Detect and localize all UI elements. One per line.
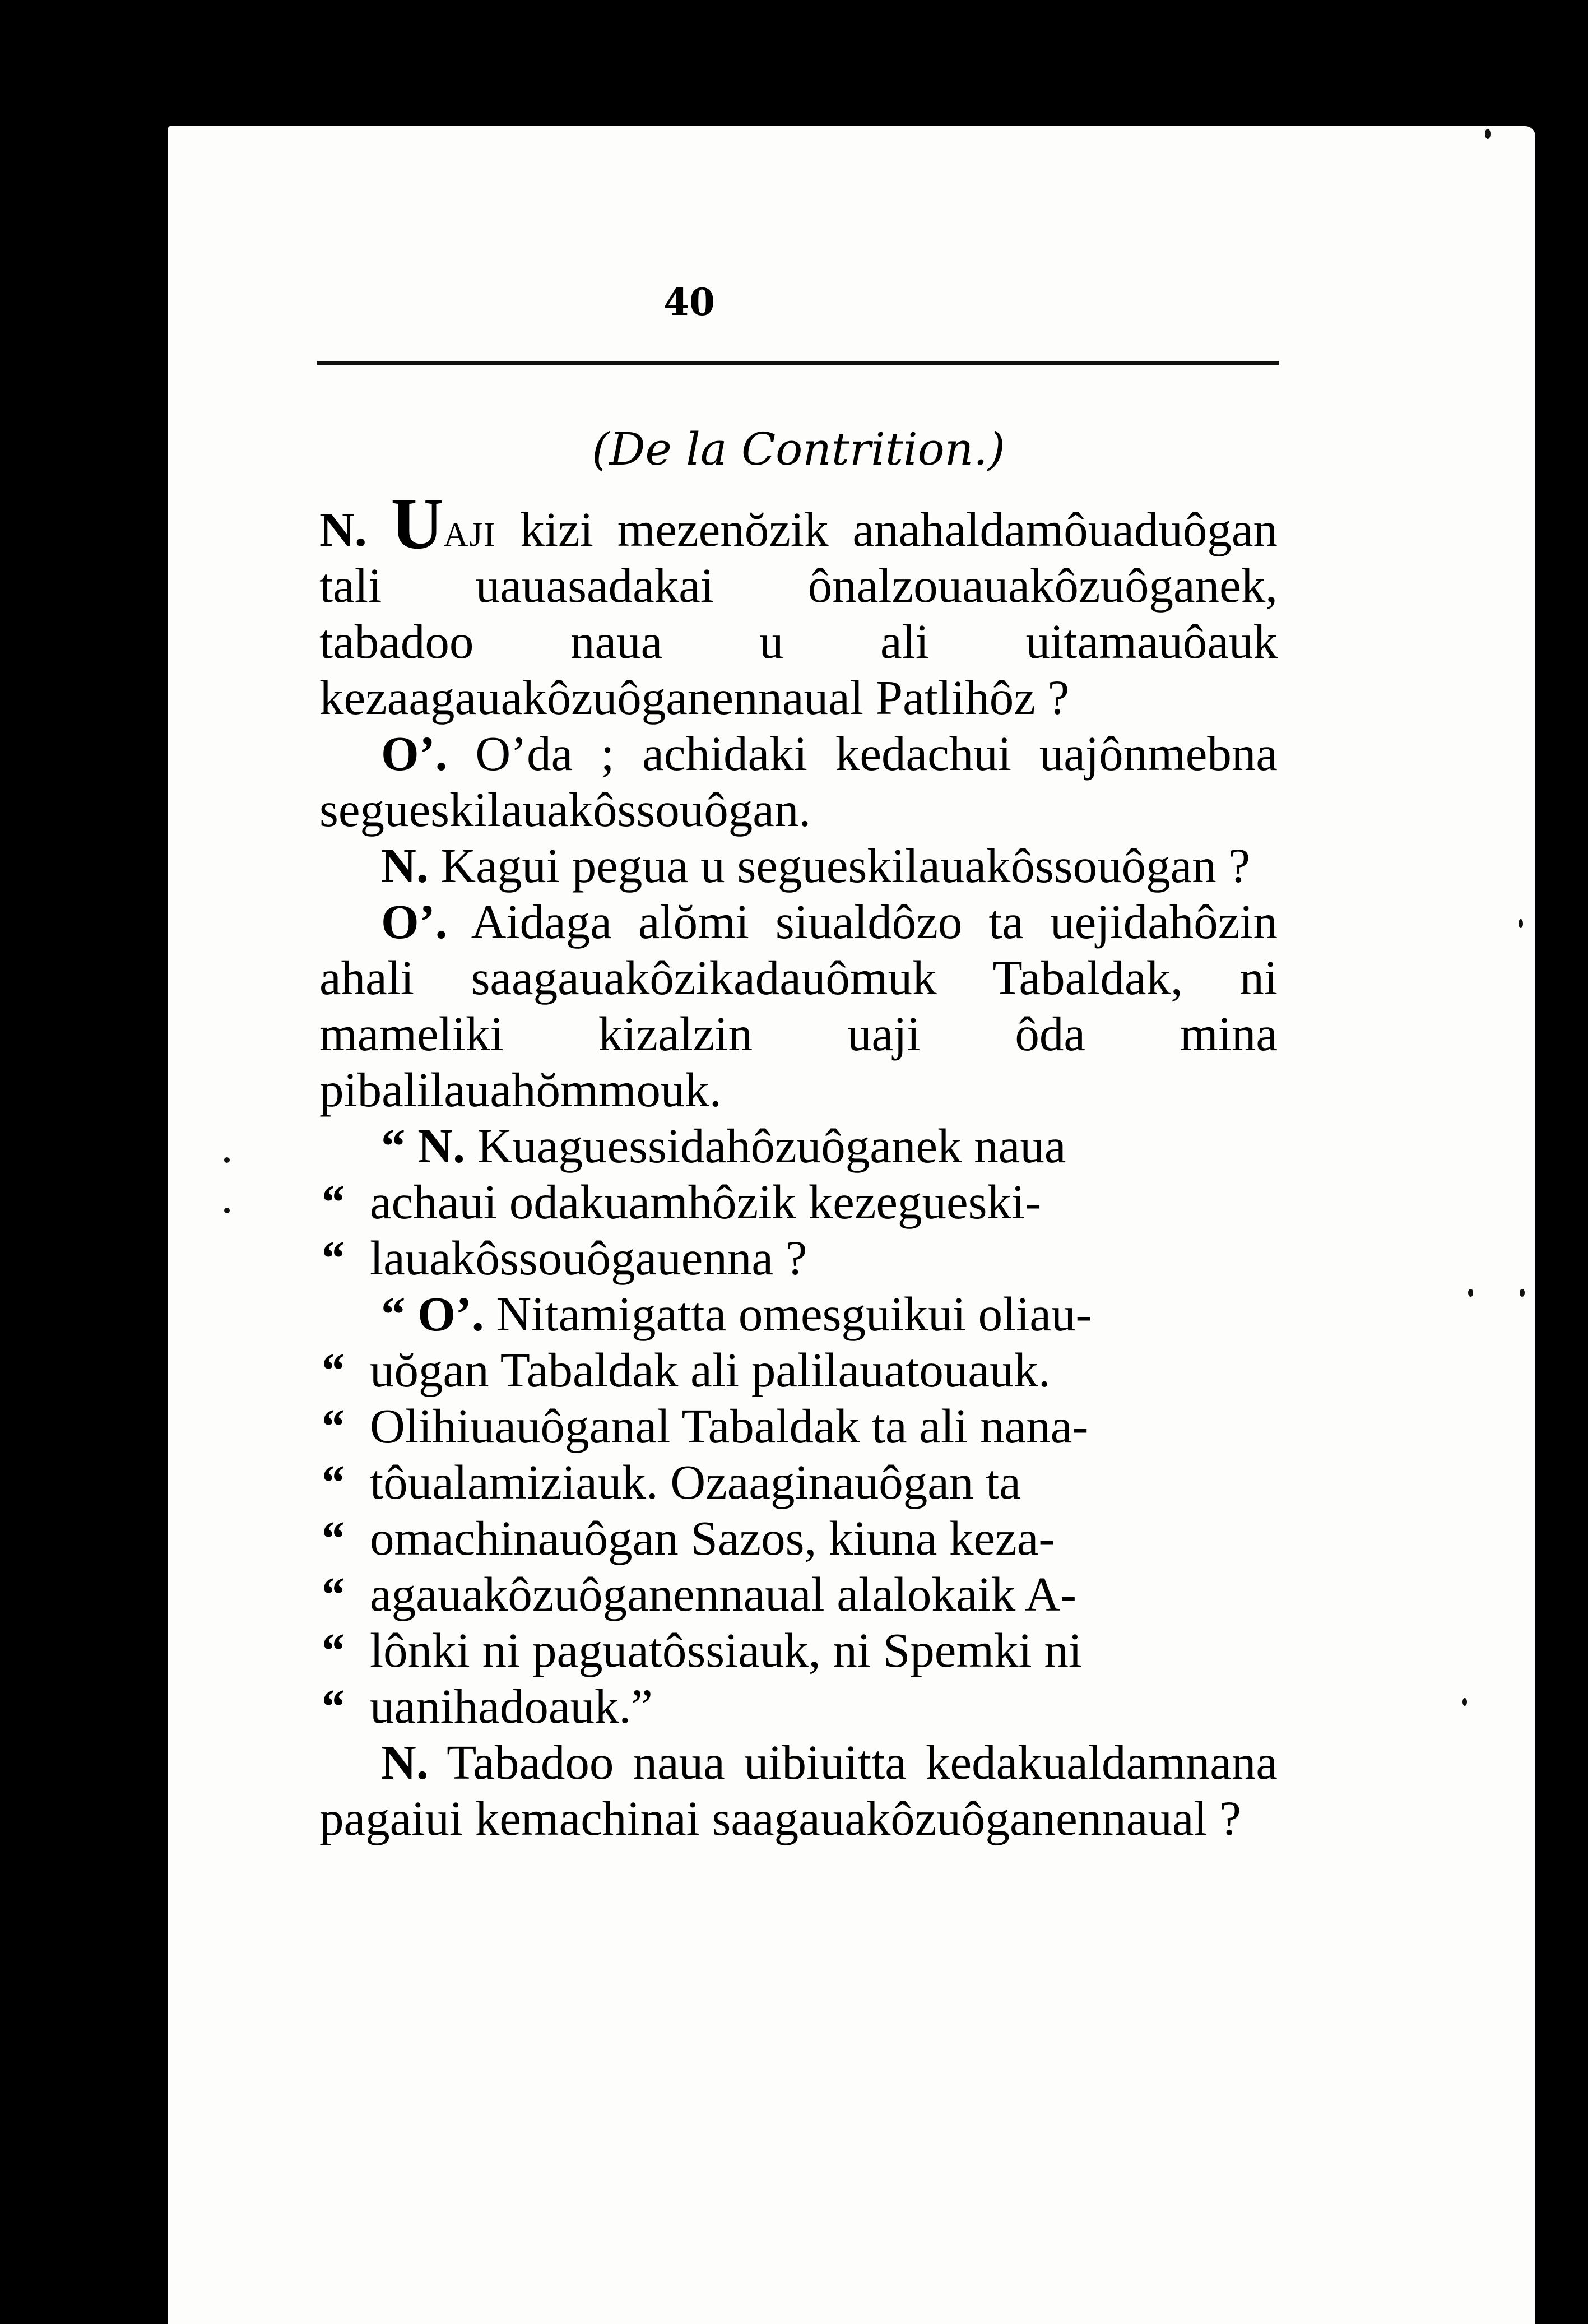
speaker-label: N. [381, 838, 429, 893]
quote-line [319, 1398, 1278, 1454]
quote-text: Nitamigatta omesguikui oliau- [484, 1287, 1092, 1341]
quote-lead: “ [319, 1567, 344, 1621]
catechism-text [319, 484, 1278, 1847]
section-title: (De la Contrition.) [592, 423, 1005, 475]
answer-2 [319, 894, 1278, 1118]
question-1 [319, 484, 1278, 726]
quote-lead: “ [319, 1455, 344, 1509]
quote-line [319, 1622, 1278, 1678]
speaker-label: N. [319, 502, 367, 556]
page-number: 40 [663, 280, 715, 324]
quote-text: uŏgan Tabaldak ali palilauatouauk. [370, 1343, 1051, 1397]
quote-lead: “ [319, 1511, 344, 1565]
quote-lead: “ O’. [381, 1287, 484, 1341]
quoted-passage [319, 1118, 1278, 1734]
quote-text: lauakôssouôgauenna ? [370, 1231, 807, 1285]
scan-speck [1519, 919, 1523, 928]
answer-text: Aidaga alŏmi siualdôzo ta uejidahôzin ahali saagauakôzikadauômuk Tabaldak, ni mameliki kizalzin uaji ôda mina pibalilauahŏmmouk. [319, 894, 1278, 1117]
quote-line [319, 1678, 1278, 1734]
quote-line [319, 1342, 1278, 1398]
quote-line [319, 1566, 1278, 1622]
quote-text: lônki ni paguatôssiauk, ni Spemki ni [370, 1623, 1083, 1677]
question-text: Tabadoo naua uibiuitta kedakualdamnana pagaiui kemachinai saagauakôzuôganennaual ? [319, 1735, 1278, 1845]
scan-speck [1485, 129, 1491, 139]
answer-text: O’da ; achidaki kedachui uajônmebna segueskilauakôssouôgan. [319, 726, 1278, 837]
quote-text: agauakôzuôganennaual alalokaik A- [370, 1567, 1076, 1621]
quote-text: uanihadoauk.” [370, 1679, 653, 1733]
quote-lead: “ [319, 1679, 344, 1733]
header-rule [317, 361, 1279, 365]
quote-line [319, 1454, 1278, 1510]
scan-speck [1468, 1289, 1473, 1297]
question-text: kizi mezenŏzik anahaldamôuaduôgan tali uauasadakai ônalzouauakôzuôganek, tabadoo naua u ali uitamauôauk kezaagauakôzuôganennaual Patlihôz ? [319, 502, 1278, 725]
scan-speck [224, 1157, 230, 1163]
scan-speck [224, 1208, 230, 1213]
quote-lead: “ N. [381, 1119, 465, 1173]
answer-1 [319, 726, 1278, 838]
question-text: Kagui pegua u segueskilauakôssouôgan ? [428, 838, 1251, 893]
smallcaps-word: aji [443, 502, 496, 556]
quote-text: achaui odakuamhôzik kezegueski- [370, 1175, 1042, 1229]
question-3 [319, 1734, 1278, 1847]
speaker-label: O’. [381, 726, 448, 781]
quote-lead: “ [319, 1175, 344, 1229]
quote-line [319, 1174, 1278, 1230]
quote-line [319, 1286, 1278, 1342]
quote-text: Olihiuauôganal Tabaldak ta ali nana- [370, 1399, 1089, 1453]
quote-text: omachinauôgan Sazos, kiuna keza- [370, 1511, 1055, 1565]
quote-lead: “ [319, 1343, 344, 1397]
scan-speck [1520, 1289, 1525, 1297]
quote-text: Kuaguessidahôzuôganek naua [465, 1119, 1066, 1173]
question-2 [319, 838, 1278, 894]
speaker-label: N. [381, 1735, 429, 1789]
drop-cap: U [391, 484, 444, 564]
quote-lead: “ [319, 1623, 344, 1677]
quote-line [319, 1118, 1278, 1174]
scan-speck [1462, 1698, 1467, 1706]
quote-line [319, 1510, 1278, 1566]
quote-lead: “ [319, 1231, 344, 1285]
quote-line [319, 1230, 1278, 1286]
quote-lead: “ [319, 1399, 344, 1453]
speaker-label: O’. [381, 894, 448, 949]
quote-text: tôualamiziauk. Ozaaginauôgan ta [370, 1455, 1021, 1509]
